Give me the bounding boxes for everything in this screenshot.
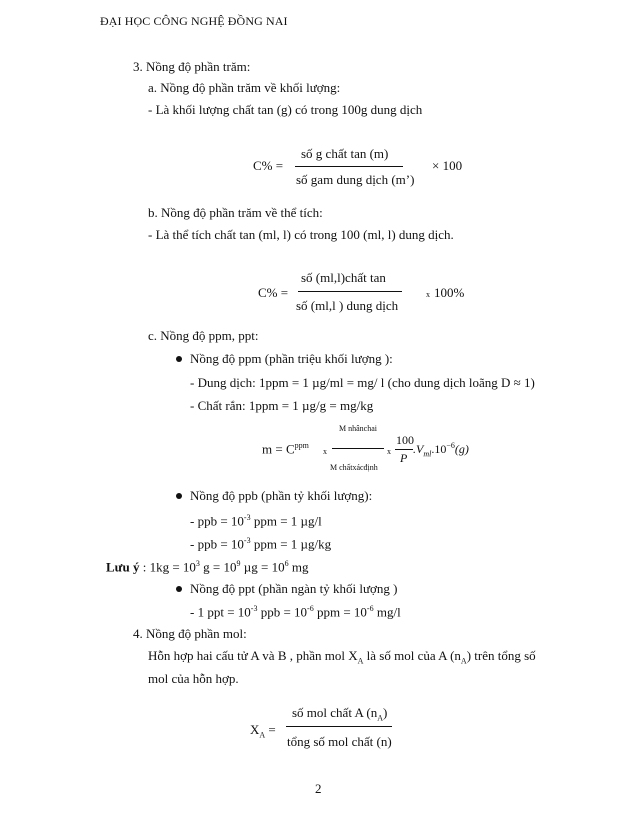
formula-3-times-1: x [323, 447, 327, 456]
note-line: Lưu ý : $1kg = 10^3$ $g = 10^9$ $\mu g = 10^6$ mg [106, 559, 309, 575]
formula-4-fraction-bar [286, 726, 392, 727]
ppb-line-1: - ppb = $10^{-3}$ ppm = 1 µg/l [190, 513, 322, 529]
formula-4-numerator: số mol chất A $(n_A)$ [292, 705, 388, 723]
section-4-para-line-1: Hỗn hợp hai cấu tử A và B , phần mol $X_A$ là số mol của A $(n_A)$ trên tổng số [148, 648, 536, 666]
formula-2-times: x [426, 290, 430, 299]
subsection-a-desc: - Là khối lượng chất tan (g) có trong 100g dung dịch [148, 102, 423, 117]
formula-3-tail: $.V_{ml}.10^{-6}(g)$ [413, 441, 469, 459]
formula-4-lhs: $X_A$ = [250, 722, 276, 740]
page-header: ĐẠI HỌC CÔNG NGHỆ ĐỒNG NAI [100, 14, 288, 28]
section-3-title: 3. Nồng độ phần trăm: [133, 59, 251, 74]
formula-3-hundred-bar [395, 449, 413, 450]
formula-3-fraction-bar [332, 448, 384, 449]
formula-2-fraction-bar [298, 291, 402, 292]
formula-3-numerator: M nhânchai [339, 424, 377, 433]
formula-3-lhs: $m = C^{ppm}$ [262, 441, 309, 457]
formula-2-lhs: C% = [258, 285, 289, 300]
formula-2-numerator: số (ml,l)chất tan [301, 270, 386, 285]
subsection-c-title: c. Nồng độ ppm, ppt: [148, 328, 259, 343]
formula-3-denominator: M chấtxácđịnh [330, 463, 378, 472]
page-number: 2 [315, 781, 322, 796]
formula-1-denominator: số gam dung dịch (m’) [296, 172, 415, 187]
ppm-title: Nồng độ ppm (phần triệu khối lượng ): [190, 351, 393, 366]
ppb-title: Nồng độ ppb (phần tỷ khối lượng): [190, 488, 373, 503]
section-4-title: 4. Nồng độ phần mol: [133, 626, 247, 641]
formula-2-multiplier: 100% [434, 285, 465, 300]
subsection-a-title: a. Nồng độ phần trăm về khối lượng: [148, 80, 341, 95]
ppb-line-2: - ppb = $10^{-3}$ ppm = 1 µg/kg [190, 536, 332, 552]
formula-3-p: P [400, 451, 408, 465]
formula-2-denominator: số (ml,l ) dung dịch [296, 298, 399, 313]
bullet-ppm [176, 356, 182, 362]
formula-3-times-2: x [387, 447, 391, 456]
section-4-para-line-2: mol của hỗn hợp. [148, 671, 239, 686]
formula-4-denominator: tổng số mol chất (n) [287, 734, 392, 749]
subsection-b-title: b. Nồng độ phần trăm về thể tích: [148, 205, 323, 220]
formula-1-fraction-bar [295, 166, 403, 167]
ppm-solid-line: - Chất rắn: 1ppm = 1 µg/g = mg/kg [190, 398, 374, 413]
formula-3-hundred: 100 [396, 433, 414, 447]
formula-1-lhs: C% = [253, 158, 284, 173]
formula-1-multiplier: × 100 [432, 158, 463, 173]
ppt-line: - 1 ppt = $10^{-3}$ ppb = $10^{-6}$ ppm = $10^{-6}$ mg/l [190, 604, 401, 620]
bullet-ppb [176, 493, 182, 499]
ppt-title: Nồng độ ppt (phần ngàn tỷ khối lượng ) [190, 581, 398, 596]
subsection-b-desc: - Là thể tích chất tan (ml, l) có trong 100 (ml, l) dung dịch. [148, 227, 454, 242]
formula-1-numerator: số g chất tan (m) [301, 146, 389, 161]
ppm-solution-line: - Dung dịch: 1ppm = 1 µg/ml = mg/ l (cho dung dịch loãng D ≈ 1) [190, 375, 535, 390]
bullet-ppt [176, 586, 182, 592]
